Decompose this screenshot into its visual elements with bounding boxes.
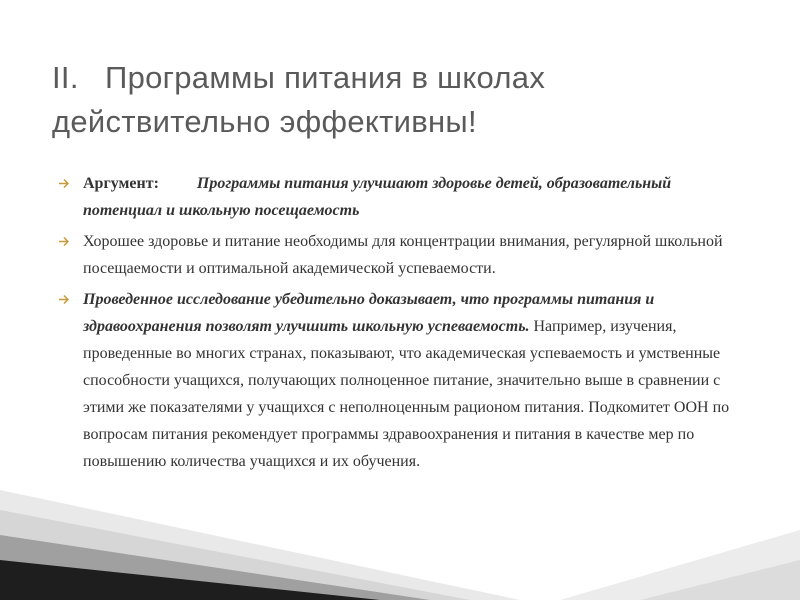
bullet-marker-icon <box>58 236 69 247</box>
bullet-list <box>58 170 748 479</box>
research-emphasis: Проведенное исследование убедительно доказывает, что программы питания и здравоохранения позволят улучшить школьную успеваемость. <box>83 291 655 335</box>
slide-title <box>52 56 752 144</box>
title-line-2: действительно эффективны! <box>52 104 477 139</box>
health-text: Хорошее здоровье и питание необходимы для концентрации внимания, регулярной школьной посещаемости и оптимальной академической успеваемости. <box>83 233 723 277</box>
title-line1-text: Программы питания в школах <box>105 60 546 95</box>
title-line-1 <box>52 56 752 100</box>
bullet-argument <box>58 170 748 224</box>
title-number: II. <box>52 60 79 95</box>
bullet-marker-icon <box>58 294 69 305</box>
research-text: Например, изучения, проведенные во многих странах, показывают, что академическая успеваемость и умственные способности учащихся, получающих полноценное питание, значительно выше в сравнении с этими же показателями у учащихся с неполноценным рационом питания. Подкомитет ООН по вопросам питания рекомендует программы здравоохранения и питания в качестве мер по повышению количества учащихся и их обучения. <box>83 318 730 470</box>
argument-text: Программы питания улучшают здоровье детей, образовательный потенциал и школьную посещаемость <box>83 175 672 219</box>
bullet-health <box>58 228 748 282</box>
argument-label: Аргумент: <box>83 175 159 192</box>
bullet-marker-icon <box>58 178 69 189</box>
bullet-research <box>58 286 748 475</box>
corner-decoration <box>0 490 800 600</box>
